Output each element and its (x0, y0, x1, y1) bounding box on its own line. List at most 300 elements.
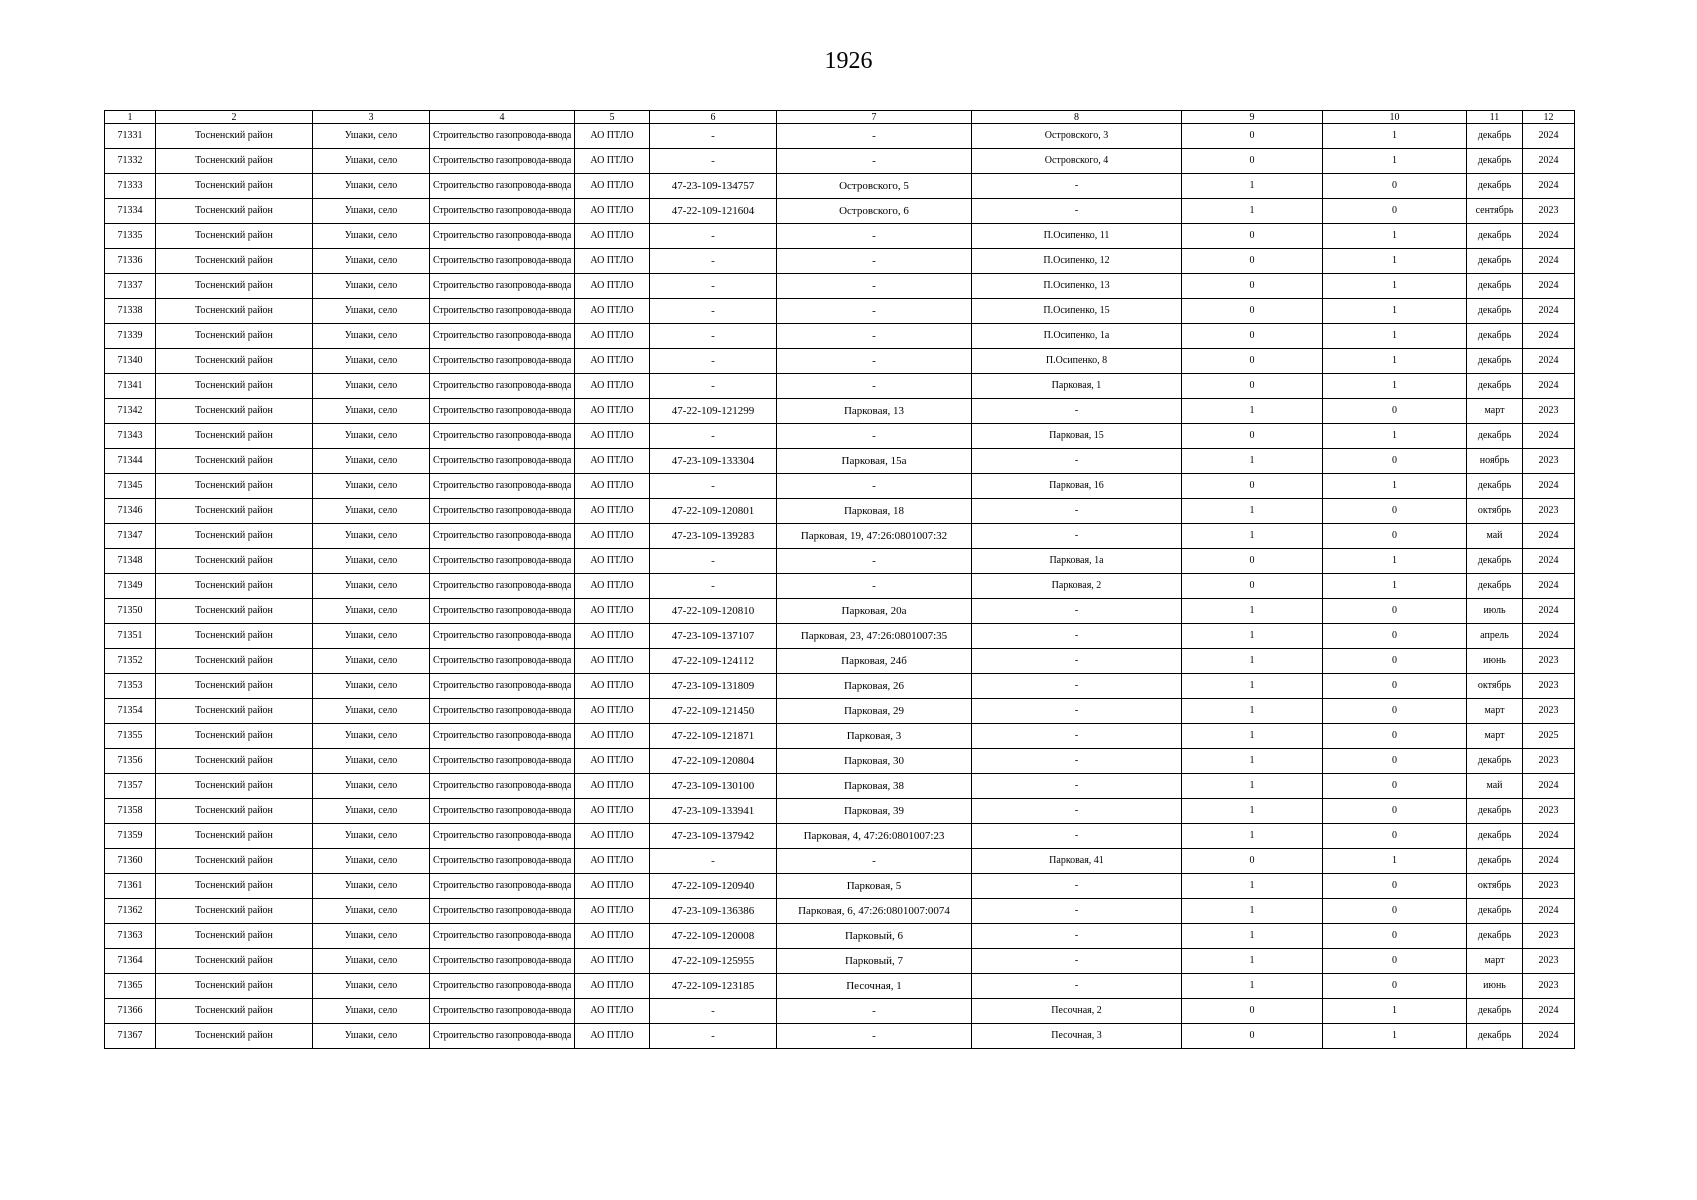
cell-work-type: Строительство газопровода-ввода (430, 399, 575, 424)
cell-settlement: Ушаки, село (313, 499, 430, 524)
table-row (105, 324, 1575, 349)
cell-year: 2024 (1523, 999, 1575, 1024)
cell-settlement: Ушаки, село (313, 374, 430, 399)
cell-work-type: Строительство газопровода-ввода (430, 949, 575, 974)
column-header-12: 12 (1523, 111, 1575, 124)
cell-value-col10: 0 (1323, 949, 1467, 974)
cell-month: декабрь (1467, 824, 1523, 849)
cell-month: июнь (1467, 974, 1523, 999)
cell-work-type: Строительство газопровода-ввода (430, 624, 575, 649)
cell-value-col10: 0 (1323, 624, 1467, 649)
cell-month: декабрь (1467, 374, 1523, 399)
cell-value-col9: 1 (1182, 949, 1323, 974)
table-row (105, 799, 1575, 824)
cell-district: Тосненский район (156, 249, 313, 274)
cell-work-type: Строительство газопровода-ввода (430, 549, 575, 574)
cell-month: октябрь (1467, 499, 1523, 524)
cell-work-type: Строительство газопровода-ввода (430, 424, 575, 449)
cell-work-type: Строительство газопровода-ввода (430, 824, 575, 849)
cell-work-type: Строительство газопровода-ввода (430, 999, 575, 1024)
cell-settlement: Ушаки, село (313, 824, 430, 849)
table-row (105, 599, 1575, 624)
cell-object-address: Парковая, 23, 47:26:0801007:35 (777, 624, 972, 649)
cell-work-type: Строительство газопровода-ввода (430, 274, 575, 299)
cell-address: П.Осипенко, 13 (972, 274, 1182, 299)
cell-row-id: 71341 (105, 374, 156, 399)
cell-district: Тосненский район (156, 624, 313, 649)
cell-row-id: 71340 (105, 349, 156, 374)
cell-year: 2023 (1523, 199, 1575, 224)
cell-year: 2024 (1523, 899, 1575, 924)
cell-month: декабрь (1467, 799, 1523, 824)
cell-value-col10: 0 (1323, 699, 1467, 724)
cell-organization: АО ПТЛО (575, 199, 650, 224)
cell-organization: АО ПТЛО (575, 299, 650, 324)
gas-connection-table (104, 110, 1575, 1049)
cell-row-id: 71332 (105, 149, 156, 174)
cell-application-number: 47-23-109-134757 (650, 174, 777, 199)
cell-object-address: - (777, 324, 972, 349)
cell-district: Тосненский район (156, 999, 313, 1024)
cell-application-number: - (650, 849, 777, 874)
cell-settlement: Ушаки, село (313, 974, 430, 999)
cell-value-col9: 1 (1182, 799, 1323, 824)
cell-row-id: 71360 (105, 849, 156, 874)
cell-settlement: Ушаки, село (313, 524, 430, 549)
cell-settlement: Ушаки, село (313, 224, 430, 249)
cell-settlement: Ушаки, село (313, 774, 430, 799)
table-row (105, 674, 1575, 699)
cell-row-id: 71353 (105, 674, 156, 699)
cell-settlement: Ушаки, село (313, 699, 430, 724)
cell-value-col10: 1 (1323, 249, 1467, 274)
cell-work-type: Строительство газопровода-ввода (430, 199, 575, 224)
table-row (105, 174, 1575, 199)
cell-settlement: Ушаки, село (313, 324, 430, 349)
cell-value-col10: 1 (1323, 374, 1467, 399)
cell-district: Тосненский район (156, 924, 313, 949)
cell-value-col10: 0 (1323, 449, 1467, 474)
column-header-3: 3 (313, 111, 430, 124)
cell-district: Тосненский район (156, 749, 313, 774)
cell-settlement: Ушаки, село (313, 674, 430, 699)
cell-district: Тосненский район (156, 774, 313, 799)
cell-application-number: - (650, 224, 777, 249)
cell-row-id: 71352 (105, 649, 156, 674)
cell-object-address: - (777, 274, 972, 299)
cell-application-number: 47-23-109-139283 (650, 524, 777, 549)
cell-address: Песочная, 2 (972, 999, 1182, 1024)
cell-month: декабрь (1467, 999, 1523, 1024)
cell-value-col10: 1 (1323, 999, 1467, 1024)
cell-application-number: 47-23-109-130100 (650, 774, 777, 799)
cell-settlement: Ушаки, село (313, 549, 430, 574)
column-header-5: 5 (575, 111, 650, 124)
cell-address: - (972, 924, 1182, 949)
cell-row-id: 71362 (105, 899, 156, 924)
cell-district: Тосненский район (156, 124, 313, 149)
cell-address: - (972, 499, 1182, 524)
cell-year: 2023 (1523, 874, 1575, 899)
cell-district: Тосненский район (156, 599, 313, 624)
cell-settlement: Ушаки, село (313, 124, 430, 149)
cell-month: март (1467, 949, 1523, 974)
cell-district: Тосненский район (156, 174, 313, 199)
cell-month: декабрь (1467, 549, 1523, 574)
cell-settlement: Ушаки, село (313, 899, 430, 924)
cell-value-col10: 0 (1323, 799, 1467, 824)
cell-value-col9: 0 (1182, 124, 1323, 149)
cell-value-col10: 0 (1323, 874, 1467, 899)
cell-work-type: Строительство газопровода-ввода (430, 224, 575, 249)
cell-row-id: 71356 (105, 749, 156, 774)
cell-year: 2024 (1523, 574, 1575, 599)
cell-row-id: 71336 (105, 249, 156, 274)
cell-address: - (972, 649, 1182, 674)
table-row (105, 649, 1575, 674)
cell-row-id: 71343 (105, 424, 156, 449)
table-row (105, 124, 1575, 149)
cell-value-col10: 1 (1323, 549, 1467, 574)
table-row (105, 449, 1575, 474)
cell-object-address: - (777, 149, 972, 174)
cell-object-address: - (777, 549, 972, 574)
cell-month: декабрь (1467, 249, 1523, 274)
cell-object-address: Парковая, 29 (777, 699, 972, 724)
cell-row-id: 71337 (105, 274, 156, 299)
cell-application-number: 47-23-109-137942 (650, 824, 777, 849)
cell-application-number: 47-22-109-120804 (650, 749, 777, 774)
cell-object-address: Парковая, 30 (777, 749, 972, 774)
cell-year: 2023 (1523, 924, 1575, 949)
cell-value-col9: 1 (1182, 199, 1323, 224)
cell-application-number: 47-22-109-121450 (650, 699, 777, 724)
cell-application-number: 47-22-109-120801 (650, 499, 777, 524)
cell-work-type: Строительство газопровода-ввода (430, 749, 575, 774)
cell-value-col10: 1 (1323, 1024, 1467, 1049)
cell-year: 2024 (1523, 349, 1575, 374)
cell-object-address: Парковая, 24б (777, 649, 972, 674)
cell-application-number: - (650, 549, 777, 574)
cell-value-col10: 1 (1323, 149, 1467, 174)
cell-value-col9: 1 (1182, 749, 1323, 774)
cell-work-type: Строительство газопровода-ввода (430, 774, 575, 799)
cell-value-col10: 1 (1323, 849, 1467, 874)
table-row (105, 574, 1575, 599)
cell-value-col9: 1 (1182, 899, 1323, 924)
cell-value-col10: 1 (1323, 474, 1467, 499)
cell-year: 2023 (1523, 674, 1575, 699)
cell-application-number: 47-22-109-121604 (650, 199, 777, 224)
cell-address: - (972, 824, 1182, 849)
cell-application-number: 47-23-109-131809 (650, 674, 777, 699)
column-header-11: 11 (1467, 111, 1523, 124)
cell-value-col9: 1 (1182, 974, 1323, 999)
cell-settlement: Ушаки, село (313, 199, 430, 224)
cell-organization: АО ПТЛО (575, 599, 650, 624)
cell-settlement: Ушаки, село (313, 424, 430, 449)
cell-organization: АО ПТЛО (575, 224, 650, 249)
cell-year: 2023 (1523, 799, 1575, 824)
cell-settlement: Ушаки, село (313, 274, 430, 299)
cell-value-col9: 1 (1182, 599, 1323, 624)
table-row (105, 749, 1575, 774)
cell-value-col9: 1 (1182, 399, 1323, 424)
cell-address: - (972, 624, 1182, 649)
cell-value-col10: 0 (1323, 749, 1467, 774)
column-header-2: 2 (156, 111, 313, 124)
cell-work-type: Строительство газопровода-ввода (430, 449, 575, 474)
cell-work-type: Строительство газопровода-ввода (430, 299, 575, 324)
cell-organization: АО ПТЛО (575, 924, 650, 949)
table-row (105, 624, 1575, 649)
cell-row-id: 71348 (105, 549, 156, 574)
cell-application-number: - (650, 349, 777, 374)
cell-application-number: - (650, 324, 777, 349)
cell-application-number: 47-22-109-123185 (650, 974, 777, 999)
cell-value-col10: 1 (1323, 299, 1467, 324)
cell-month: декабрь (1467, 899, 1523, 924)
cell-value-col10: 0 (1323, 774, 1467, 799)
cell-application-number: 47-23-109-133304 (650, 449, 777, 474)
table-row (105, 399, 1575, 424)
cell-month: декабрь (1467, 224, 1523, 249)
cell-value-col10: 0 (1323, 599, 1467, 624)
cell-application-number: - (650, 374, 777, 399)
cell-application-number: 47-22-109-120008 (650, 924, 777, 949)
cell-value-col9: 0 (1182, 274, 1323, 299)
cell-value-col9: 1 (1182, 449, 1323, 474)
table-row (105, 974, 1575, 999)
cell-row-id: 71338 (105, 299, 156, 324)
cell-settlement: Ушаки, село (313, 624, 430, 649)
cell-value-col10: 0 (1323, 674, 1467, 699)
cell-value-col9: 0 (1182, 574, 1323, 599)
cell-value-col9: 1 (1182, 924, 1323, 949)
cell-object-address: Парковая, 18 (777, 499, 972, 524)
cell-value-col9: 0 (1182, 549, 1323, 574)
cell-settlement: Ушаки, село (313, 249, 430, 274)
cell-year: 2023 (1523, 974, 1575, 999)
cell-row-id: 71359 (105, 824, 156, 849)
cell-object-address: Парковая, 15а (777, 449, 972, 474)
cell-year: 2024 (1523, 1024, 1575, 1049)
cell-object-address: Парковый, 6 (777, 924, 972, 949)
cell-address: П.Осипенко, 8 (972, 349, 1182, 374)
cell-year: 2023 (1523, 499, 1575, 524)
cell-value-col9: 1 (1182, 174, 1323, 199)
cell-work-type: Строительство газопровода-ввода (430, 499, 575, 524)
cell-organization: АО ПТЛО (575, 899, 650, 924)
cell-work-type: Строительство газопровода-ввода (430, 1024, 575, 1049)
cell-value-col10: 1 (1323, 424, 1467, 449)
cell-address: - (972, 899, 1182, 924)
cell-row-id: 71331 (105, 124, 156, 149)
table-row (105, 849, 1575, 874)
column-header-7: 7 (777, 111, 972, 124)
cell-year: 2024 (1523, 824, 1575, 849)
cell-settlement: Ушаки, село (313, 999, 430, 1024)
cell-year: 2023 (1523, 449, 1575, 474)
cell-district: Тосненский район (156, 324, 313, 349)
table-row (105, 774, 1575, 799)
cell-organization: АО ПТЛО (575, 849, 650, 874)
cell-address: Островского, 4 (972, 149, 1182, 174)
cell-object-address: Парковая, 26 (777, 674, 972, 699)
cell-organization: АО ПТЛО (575, 274, 650, 299)
cell-district: Тосненский район (156, 549, 313, 574)
cell-settlement: Ушаки, село (313, 399, 430, 424)
cell-month: декабрь (1467, 749, 1523, 774)
cell-work-type: Строительство газопровода-ввода (430, 699, 575, 724)
cell-organization: АО ПТЛО (575, 249, 650, 274)
cell-row-id: 71355 (105, 724, 156, 749)
cell-organization: АО ПТЛО (575, 699, 650, 724)
cell-address: Парковая, 16 (972, 474, 1182, 499)
cell-district: Тосненский район (156, 499, 313, 524)
cell-object-address: - (777, 224, 972, 249)
cell-value-col9: 1 (1182, 624, 1323, 649)
cell-settlement: Ушаки, село (313, 449, 430, 474)
cell-value-col9: 0 (1182, 149, 1323, 174)
cell-address: - (972, 874, 1182, 899)
column-header-10: 10 (1323, 111, 1467, 124)
table-row (105, 224, 1575, 249)
cell-address: - (972, 449, 1182, 474)
cell-work-type: Строительство газопровода-ввода (430, 524, 575, 549)
cell-organization: АО ПТЛО (575, 149, 650, 174)
cell-application-number: 47-23-109-136386 (650, 899, 777, 924)
cell-address: - (972, 674, 1182, 699)
cell-work-type: Строительство газопровода-ввода (430, 899, 575, 924)
cell-address: - (972, 749, 1182, 774)
table-row (105, 349, 1575, 374)
cell-application-number: - (650, 124, 777, 149)
cell-object-address: Парковая, 13 (777, 399, 972, 424)
cell-value-col10: 1 (1323, 274, 1467, 299)
cell-application-number: - (650, 149, 777, 174)
cell-application-number: - (650, 1024, 777, 1049)
cell-district: Тосненский район (156, 824, 313, 849)
cell-row-id: 71357 (105, 774, 156, 799)
cell-application-number: - (650, 574, 777, 599)
cell-row-id: 71354 (105, 699, 156, 724)
cell-organization: АО ПТЛО (575, 624, 650, 649)
cell-object-address: - (777, 999, 972, 1024)
cell-month: июль (1467, 599, 1523, 624)
cell-settlement: Ушаки, село (313, 874, 430, 899)
cell-address: - (972, 974, 1182, 999)
cell-settlement: Ушаки, село (313, 849, 430, 874)
cell-district: Тосненский район (156, 974, 313, 999)
cell-row-id: 71342 (105, 399, 156, 424)
cell-organization: АО ПТЛО (575, 324, 650, 349)
cell-application-number: 47-22-109-124112 (650, 649, 777, 674)
cell-year: 2024 (1523, 274, 1575, 299)
cell-row-id: 71349 (105, 574, 156, 599)
cell-object-address: Парковая, 4, 47:26:0801007:23 (777, 824, 972, 849)
cell-month: декабрь (1467, 324, 1523, 349)
cell-value-col9: 1 (1182, 874, 1323, 899)
cell-month: март (1467, 699, 1523, 724)
cell-work-type: Строительство газопровода-ввода (430, 974, 575, 999)
cell-address: - (972, 774, 1182, 799)
cell-value-col10: 0 (1323, 974, 1467, 999)
cell-district: Тосненский район (156, 524, 313, 549)
cell-application-number: 47-23-109-137107 (650, 624, 777, 649)
cell-value-col9: 0 (1182, 324, 1323, 349)
cell-work-type: Строительство газопровода-ввода (430, 174, 575, 199)
cell-address: Парковая, 41 (972, 849, 1182, 874)
cell-district: Тосненский район (156, 374, 313, 399)
cell-application-number: - (650, 274, 777, 299)
cell-value-col9: 1 (1182, 724, 1323, 749)
table-row (105, 424, 1575, 449)
cell-value-col9: 1 (1182, 699, 1323, 724)
cell-district: Тосненский район (156, 874, 313, 899)
cell-year: 2024 (1523, 149, 1575, 174)
cell-row-id: 71363 (105, 924, 156, 949)
cell-value-col9: 0 (1182, 374, 1323, 399)
cell-district: Тосненский район (156, 199, 313, 224)
cell-year: 2025 (1523, 724, 1575, 749)
cell-organization: АО ПТЛО (575, 449, 650, 474)
table-row (105, 724, 1575, 749)
cell-object-address: - (777, 349, 972, 374)
cell-value-col9: 0 (1182, 224, 1323, 249)
cell-district: Тосненский район (156, 799, 313, 824)
cell-year: 2024 (1523, 249, 1575, 274)
cell-address: П.Осипенко, 15 (972, 299, 1182, 324)
cell-organization: АО ПТЛО (575, 1024, 650, 1049)
cell-organization: АО ПТЛО (575, 374, 650, 399)
cell-work-type: Строительство газопровода-ввода (430, 599, 575, 624)
cell-year: 2024 (1523, 324, 1575, 349)
cell-address: Песочная, 3 (972, 1024, 1182, 1049)
cell-settlement: Ушаки, село (313, 349, 430, 374)
cell-settlement: Ушаки, село (313, 949, 430, 974)
cell-row-id: 71333 (105, 174, 156, 199)
cell-district: Тосненский район (156, 224, 313, 249)
cell-value-col9: 0 (1182, 849, 1323, 874)
cell-application-number: 47-22-109-121871 (650, 724, 777, 749)
cell-work-type: Строительство газопровода-ввода (430, 249, 575, 274)
cell-address: - (972, 524, 1182, 549)
cell-object-address: - (777, 124, 972, 149)
cell-organization: АО ПТЛО (575, 999, 650, 1024)
cell-row-id: 71344 (105, 449, 156, 474)
cell-work-type: Строительство газопровода-ввода (430, 374, 575, 399)
cell-organization: АО ПТЛО (575, 774, 650, 799)
cell-district: Тосненский район (156, 949, 313, 974)
cell-district: Тосненский район (156, 674, 313, 699)
cell-year: 2023 (1523, 699, 1575, 724)
cell-settlement: Ушаки, село (313, 724, 430, 749)
table-row (105, 499, 1575, 524)
table-row (105, 999, 1575, 1024)
cell-year: 2023 (1523, 399, 1575, 424)
cell-year: 2024 (1523, 299, 1575, 324)
cell-address: - (972, 199, 1182, 224)
column-header-6: 6 (650, 111, 777, 124)
column-header-4: 4 (430, 111, 575, 124)
cell-month: май (1467, 524, 1523, 549)
cell-row-id: 71345 (105, 474, 156, 499)
cell-work-type: Строительство газопровода-ввода (430, 349, 575, 374)
cell-value-col10: 1 (1323, 124, 1467, 149)
cell-year: 2024 (1523, 624, 1575, 649)
table-row (105, 874, 1575, 899)
